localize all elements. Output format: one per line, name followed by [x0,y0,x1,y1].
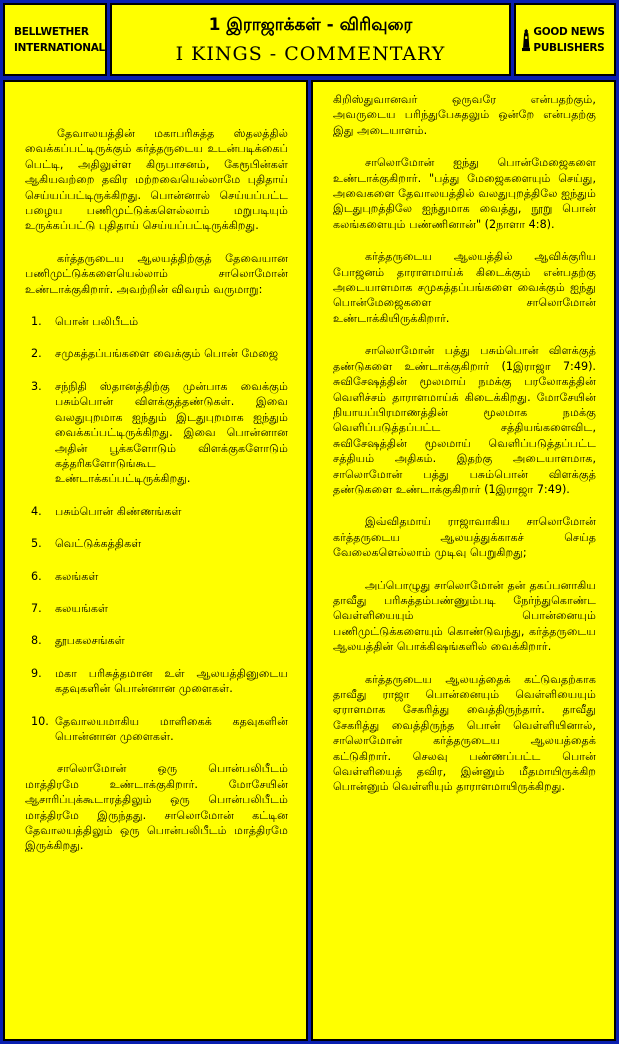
list-item [31,714,288,745]
list-number: 8. [31,634,42,648]
list-item [31,569,288,584]
list-number: 1. [31,315,42,329]
list-number: 2. [31,347,42,361]
right-column [311,80,616,1041]
paragraph: சாலொமோன் பத்து பசும்பொன் விளக்குத் தண்டுகளை உண்டாக்குகிறார் (1இராஜா 7:49). சுவிசேஷத்தின் மூலமாய் நமக்கு பரலோகத்தின் வெளிச்சம் தாராளமாய்க் கிடைக்கிறது. மோசேயின் நியாயப்பிரமாணத்தின் மூலமாக நமக்கு வெளிப்படுத்தப்பட்ட சத்தியங்களைவிட, சுவிசேஷத்தின் மூலமாய் வெளிப்படுத்தப்பட்ட சத்தியம் அதிகம். இதற்கு அடையாளமாக, சாலொமோன் பத்து பசும்பொன் விளக்குத் தண்டுகளை உண்டாக்குகிறார் (1இராஜா 7:49). [333,344,596,496]
tamil-title: 1 இராஜாக்கள் - விரிவுரை [208,15,413,35]
paragraph: கர்த்தருடைய ஆலயத்தைக் கட்டுவதற்காக தாவீது ராஜா பொன்னையும் வெள்ளியையும் ஏராளமாக சேகரித்து வைத்திருந்தார். தாவீது சேகரித்து வைத்திருந்த பொன் வெள்ளியினால், சாலொமோன் கர்த்தருடைய ஆலயத்தைக் கட்டுகிறார். செலவு பண்ணப்பட்ட பொன் வெள்ளியைத் தவிர, இன்னும் மீதமாயிருக்கிற பொன்னும் வெள்ளியும் தாராளமாயிருக்கிறது. [333,672,596,794]
list-text: தூபகலசங்கள் [55,634,125,648]
list-text: சமுகத்தப்பங்களை வைக்கும் பொன் மேஜை [55,347,279,361]
right-logo-text: GOOD NEWS PUBLISHERS [533,25,605,54]
paragraph: அப்பொழுது சாலொமோன் தன் தகப்பனாகிய தாவீது பரிசுத்தம்பண்ணும்படி நேர்ந்துகொண்ட வெள்ளியையும் பொன்னையும் பணிமுட்டுக்களையும் கொண்டுவந்து, கர்த்தருடைய ஆலயத்தின் பொக்கிஷங்களில் வைக்கிறார். [333,578,596,654]
paragraph: கர்த்தருடைய ஆலயத்திற்குத் தேவையான பணிமுட்டுக்களையெல்லாம் சாலொமோன் உண்டாக்குகிறார். அவற்றின் விவரம் வருமாறு: [25,251,288,296]
list-item [31,346,288,361]
list-number: 9. [31,666,42,680]
lighthouse-icon [522,19,530,61]
list-text: கலங்கள் [55,569,99,583]
list-number: 6. [31,569,42,583]
list-item [31,504,288,519]
paragraph: கிறிஸ்துவானவர் ஒருவரே என்பதற்கும், அவருடைய பரிந்துபேசுதலும் ஒன்றே என்பதற்கு இது அடையாளம். [333,93,596,137]
paragraph: இவ்விதமாய் ராஜாவாகிய சாலொமோன் கர்த்தருடைய ஆலயத்துக்காகச் செய்த வேலைகளெல்லாம் முடிவு பெறுகிறது; [333,515,596,560]
publisher-logo-right [514,3,616,76]
paragraph: சாலொமோன் ஐந்து பொன்மேஜைகளை உண்டாக்குகிறார். "பத்து மேஜைகளையும் செய்து, அவைகளை தேவாலயத்தில் வலதுபுறத்திலே ஐந்தும் இடதுபுறத்திலே ஐந்துமாக வைத்து, நூறு பொன் கலங்களையும் பண்ணினான்" (2நாளா 4:8). [333,156,596,231]
list-text: வெட்டுக்கத்திகள் [55,537,142,551]
list-item [31,314,288,329]
left-logo-text: BELLWETHER INTERNATIONAL [14,25,105,54]
list-text: மகா பரிசுத்தமான உள் ஆலயத்தினுடைய கதவுகளின் பொன்னான முளைகள். [55,666,288,696]
paragraph: தேவாலயத்தின் மகாபரிசுத்த ஸ்தலத்தில் வைக்கப்பட்டிருக்கும் கர்த்தருடைய உடன்படிக்கைப் பெட்டி, அதிலுள்ள கிருபாசனம், கேரூபின்கள் ஆகியவற்றை தவிர மற்றவையெல்லாமே புதிதாய் செய்யப்பட்டிருக்கிறது. பொன்னால் செய்யப்பட்ட பழைய பணிமுட்டுக்களெல்லாம் மறுபடியும் உருக்கப்பட்டு புதிதாய் செய்யப்பட்டிருக்கிறது. [25,127,288,233]
paragraph: கர்த்தருடைய ஆலயத்தில் ஆவிக்குரிய போஜனம் தாராளமாய்க் கிடைக்கும் என்பதற்கு அடையாளமாக சமுகத்தப்பங்களை வைக்கும் ஐந்து பொன்மேஜைகளை சாலொமோன் உண்டாக்கியிருக்கிறார். [333,250,596,325]
list-number: 3. [31,379,42,393]
publisher-logo-left [3,3,107,76]
list-item [31,379,288,487]
list-item [31,601,288,616]
list-item [31,536,288,551]
list-text: பொன் பலிபீடம் [55,315,139,329]
list-item [31,633,288,648]
list-item [31,666,288,697]
right-column-text [313,82,614,795]
list-text: கலயங்கள் [55,601,109,615]
english-title: I KINGS - COMMENTARY [175,43,446,65]
list-number: 4. [31,504,42,518]
list-text: சந்நிதி ஸ்தானத்திற்கு முன்பாக வைக்கும் பசும்பொன் விளக்குத்தண்டுகள். இவை வலதுபுறமாக ஐந்தும் இடதுபுறமாக ஐந்தும் வைக்கப்பட்டிருக்கிறது. இவை பொன்னான அதின் பூக்களோடும் விளக்குகளோடும் கத்தரிகளோடுங்கூட உண்டாக்கப்பட்டிருக்கிறது. [55,379,288,486]
list-text: பசும்பொன் கிண்ணங்கள் [55,504,182,518]
list-number: 10. [31,714,49,728]
left-column [3,80,308,1041]
furnishings-list [25,314,288,744]
title-block [110,3,511,76]
list-number: 5. [31,537,42,551]
list-number: 7. [31,601,42,615]
list-text: தேவாலயமாகிய மாளிகைக் கதவுகளின் பொன்னான முளைகள். [55,714,288,743]
left-column-text [5,82,306,854]
paragraph: சாலொமோன் ஒரு பொன்பலிபீடம் மாத்திரமே உண்டாக்குகிறார். மோசேயின் ஆசாரிப்புக்கூடாரத்திலும் ஒரு பொன்பலிபீடம் மாத்திரமே இருந்தது. சாலொமோன் கட்டின தேவாலயத்திலும் ஒரு பொன்பலிபீடம் மாத்திரமே இருக்கிறது. [25,762,288,853]
